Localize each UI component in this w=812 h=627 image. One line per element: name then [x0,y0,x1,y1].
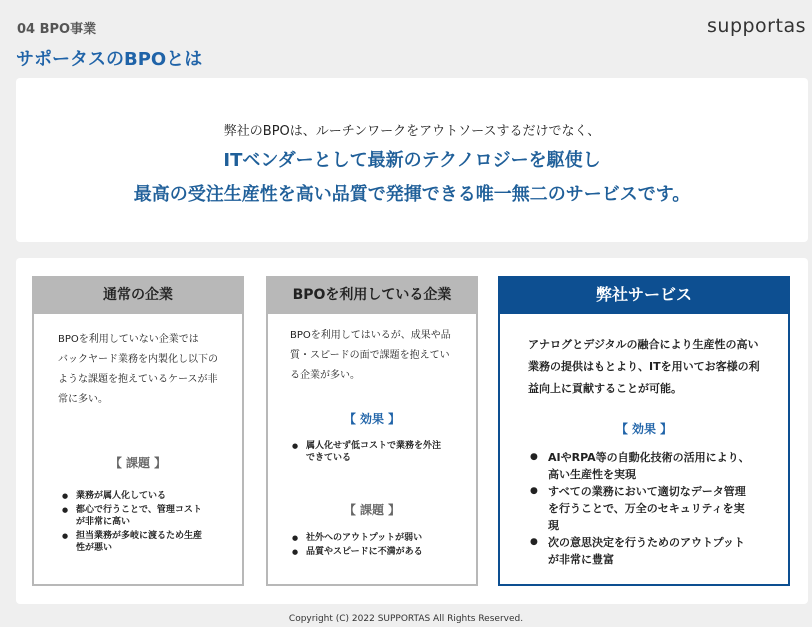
issues-heading: 【 課題 】 [343,503,401,517]
comparison-panel [16,258,808,604]
issues-list [62,490,202,556]
copyright: Copyright (C) 2022 SUPPORTAS All Rights Reserved. [288,614,524,624]
card-body [32,314,244,586]
intro-highlight-2: 最高の受注生産性を高い品質で発揮できる唯一無二のサービスです。 [133,184,691,205]
description-line: 業務の提供はもとより、ITを用いてお客様の利 [528,360,760,373]
description-line: ような課題を抱えているケースが非 [58,374,218,385]
description-line: 質・スピードの面で課題を抱えてい [290,350,450,361]
list-item: ● 次の意思決定を行うためのアウトプットが非常に豊富 [530,534,755,568]
description-line: BPOを利用していない企業では [58,334,199,345]
section-label: 04 BPO事業 [17,22,97,37]
card-normal-company [32,276,244,586]
card-bpo-user-company [266,276,478,586]
card-our-service [498,276,790,586]
description-line: 常に多い。 [58,394,108,405]
description-line: BPOを利用してはいるが、成果や品 [290,330,451,341]
effects-list [292,440,442,466]
list-item: ● 都心で行うことで、管理コストが非常に高い [62,504,202,528]
intro-highlight-1: ITベンダーとして最新のテクノロジーを駆使し [223,150,601,171]
effects-heading: 【 効果 】 [343,412,401,426]
description-line: る企業が多い。 [290,370,360,381]
intro-panel [16,78,808,242]
description-line: 益向上に貢献することが可能。 [528,382,682,395]
list-item: ● 社外へのアウトプットが弱い [292,532,452,544]
issues-list [292,532,452,560]
card-body [266,314,478,586]
description-line: アナログとデジタルの融合により生産性の高い [528,338,759,351]
list-item: ● 業務が属人化している [62,490,202,502]
card-description [58,330,228,410]
description-line: バックヤード業務を内製化し以下の [58,354,218,365]
card-title: BPOを利用している企業 [266,276,478,314]
card-description [290,326,460,386]
list-item: ● 属人化せず低コストで業務を外注できている [292,440,442,464]
effects-list [530,449,755,568]
company-logo: supportas [707,15,806,37]
list-item: ● AIやRPA等の自動化技術の活用により、高い生産性を実現 [530,449,755,483]
intro-text: 弊社のBPOは、ルーチンワークをアウトソースするだけでなく、 [223,124,601,139]
page-title: サポータスのBPOとは [16,49,203,70]
card-body [498,314,790,586]
card-title: 通常の企業 [32,276,244,314]
effects-heading: 【 効果 】 [615,422,673,436]
issues-heading: 【 課題 】 [109,456,167,470]
card-description [528,334,773,400]
list-item: ● 品質やスピードに不満がある [292,546,452,558]
list-item: ● 担当業務が多岐に渡るため生産性が悪い [62,530,202,554]
list-item: ● すべての業務において適切なデータ管理を行うことで、万全のセキュリティを実現 [530,483,755,534]
card-title: 弊社サービス [498,276,790,314]
